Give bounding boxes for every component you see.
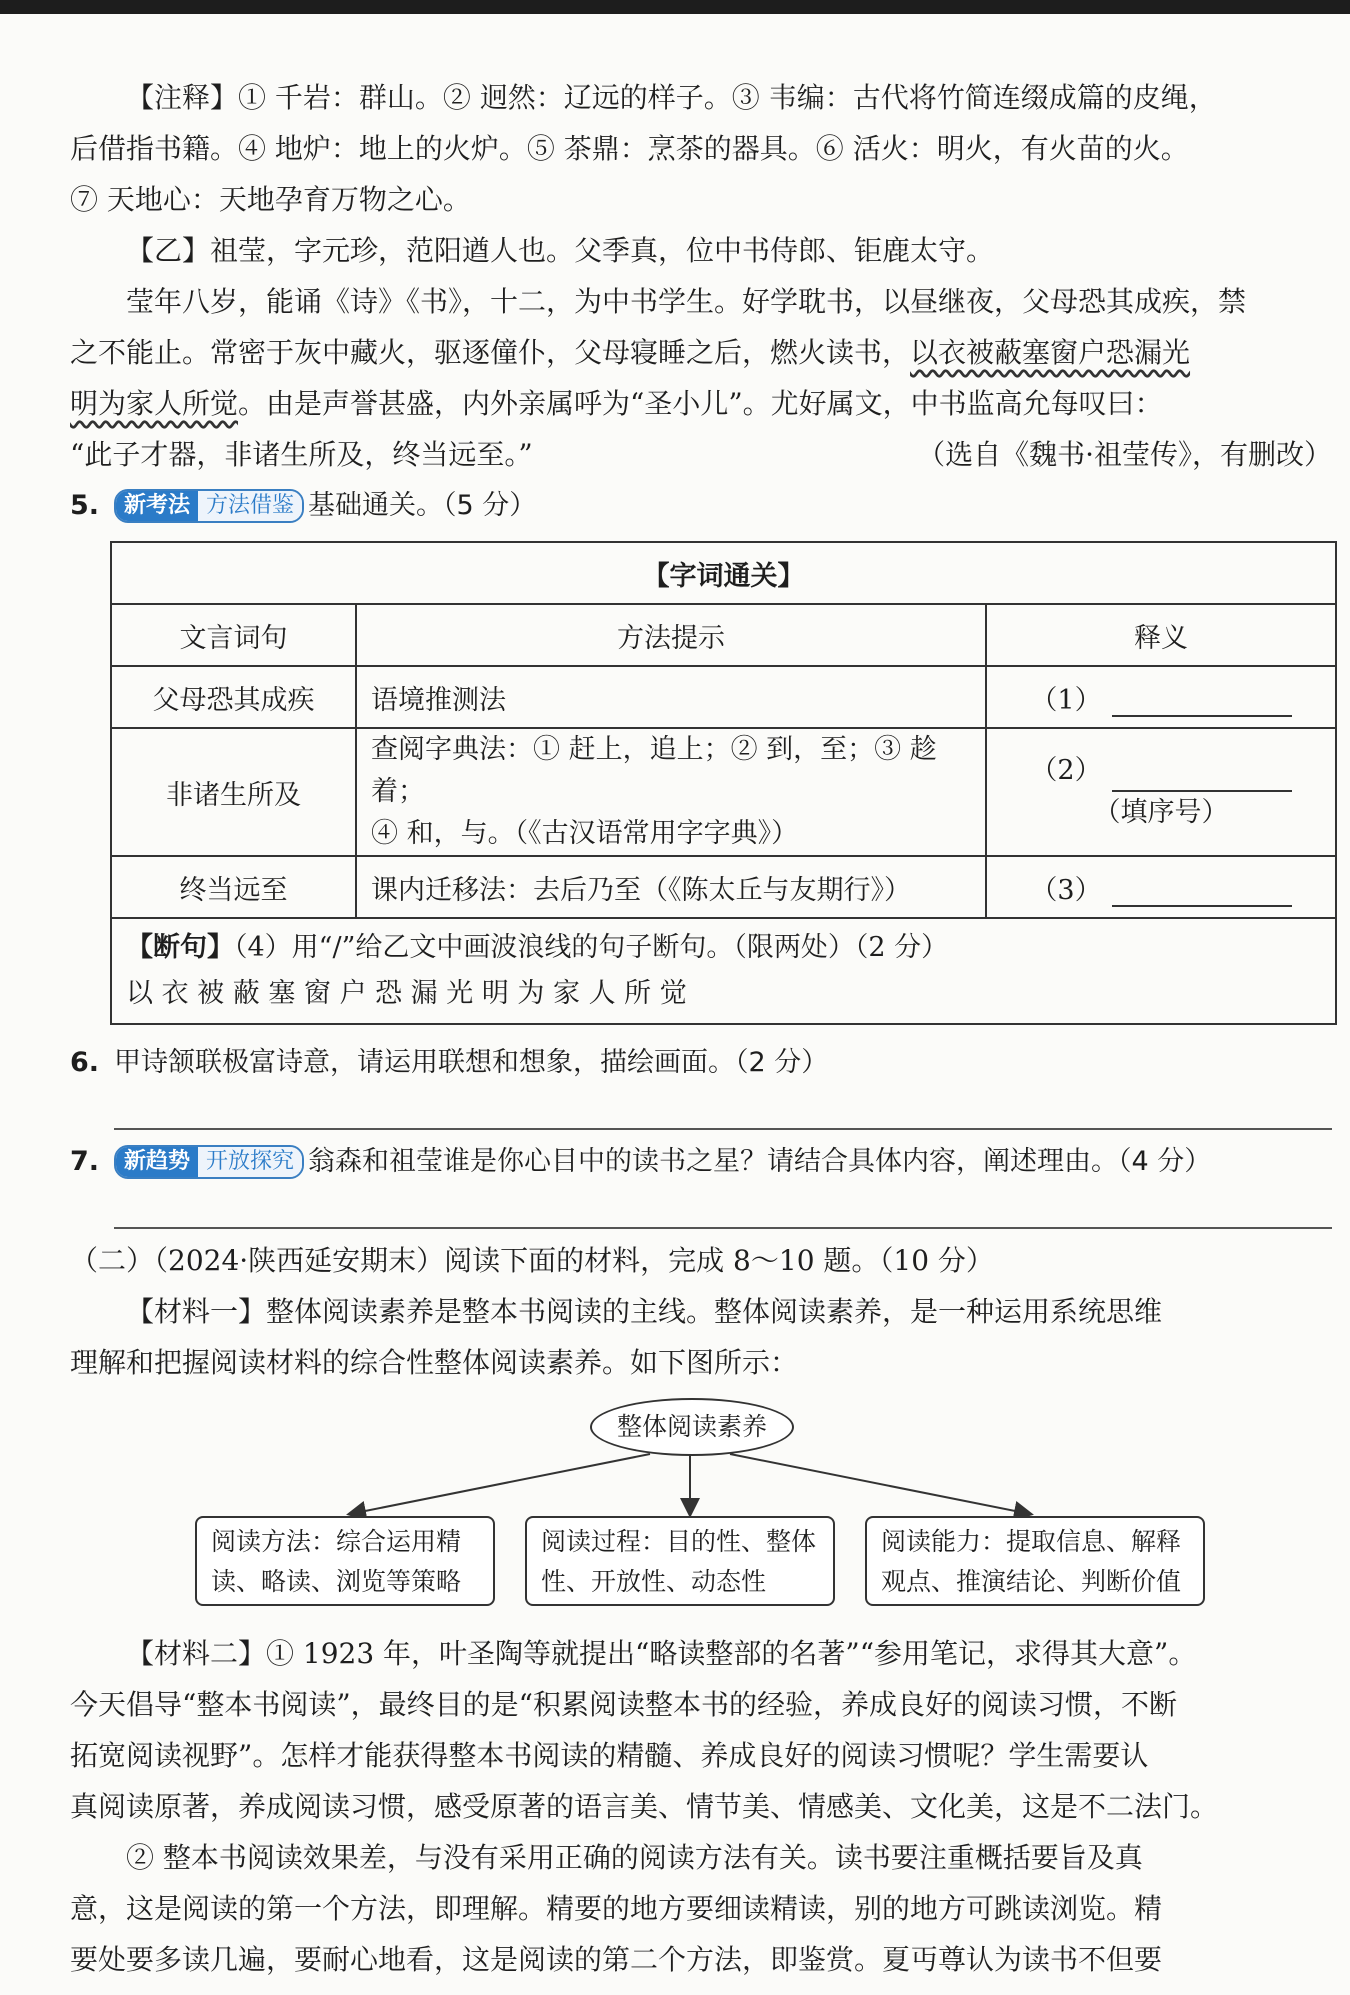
notes-line-2: 后借指书籍。④ 地炉：地上的火炉。⑤ 茶鼎：烹茶的器具。⑥ 活火：明火，有火苗的火。 xyxy=(70,132,1189,165)
material-2-p2-c: 要处要多读几遍，要耐心地看，这是阅读的第二个方法，即鉴赏。夏丏尊认为读书不但要 xyxy=(70,1943,1163,1976)
answer-blank[interactable] xyxy=(1112,877,1292,907)
arrow-left xyxy=(350,1454,650,1514)
table-method: 语境推测法 xyxy=(356,666,986,728)
question-tag xyxy=(114,489,304,523)
diagram-box-ability xyxy=(865,1516,1205,1606)
duanju-cell xyxy=(111,918,1336,1024)
table-method: ④ 和，与。（《古汉语常用字字典》） xyxy=(371,818,799,849)
box-line: 阅读能力：提取信息、解释 xyxy=(881,1527,1182,1556)
word-table xyxy=(110,541,1337,1025)
material-2-p2-b: 意，这是阅读的第一个方法，即理解。精要的地方要细读精读，别的地方可跳读浏览。精 xyxy=(70,1892,1163,1925)
question-text: 甲诗颔联极富诗意，请运用联想和想象，描绘画面。（2 分） xyxy=(114,1047,829,1078)
question-7 xyxy=(70,1136,1332,1187)
reading-diagram xyxy=(70,1388,1332,1628)
wavy-sentence-part-2: 明为家人所觉 xyxy=(70,387,239,420)
answer-note: （填序号） xyxy=(1093,797,1229,828)
material-2-p1-b: 今天倡导“整本书阅读”，最终目的是“积累阅读整本书的经验，养成良好的阅读习惯，不断 xyxy=(70,1688,1177,1721)
material-2-p1-d: 真阅读原著，养成阅读习惯，感受原著的语言美、情节美、情感美、文化美，这是不二法门。 xyxy=(70,1790,1219,1823)
answer-label: （3） xyxy=(1030,874,1102,906)
notes-line-1: 【注释】① 千岩：群山。② 迥然：辽远的样子。③ 韦编：古代将竹简连缀成篇的皮绳， xyxy=(126,81,1217,114)
notes-line-3: ⑦ 天地心：天地孕育万物之心。 xyxy=(70,183,471,216)
question-5 xyxy=(70,480,1332,531)
diagram-box-method xyxy=(195,1516,495,1606)
box-line: 性、开放性、动态性 xyxy=(541,1567,767,1596)
question-number: 7. xyxy=(70,1146,100,1177)
question-text: 翁森和祖莹谁是你心目中的读书之星？请结合具体内容，阐述理由。（4 分） xyxy=(308,1146,1212,1177)
box-line: 阅读过程：目的性、整体 xyxy=(541,1527,817,1556)
question-text: 基础通关。（5 分） xyxy=(308,490,537,521)
answer-line[interactable] xyxy=(114,1128,1332,1130)
section-2-heading: （二）（2024·陕西延安期末）阅读下面的材料，完成 8～10 题。（10 分） xyxy=(70,1244,994,1277)
duanju-label: 【断句】 xyxy=(126,932,234,963)
table-answer-cell xyxy=(986,728,1336,856)
material-1-line-a: 【材料一】整体阅读素养是整本书阅读的主线。整体阅读素养，是一种运用系统思维 xyxy=(126,1295,1163,1328)
box-line: 观点、推演结论、判断价值 xyxy=(881,1567,1182,1596)
material-2-p2-a: ② 整本书阅读效果差，与没有采用正确的阅读方法有关。读书要注重概括要旨及真 xyxy=(126,1841,1143,1874)
answer-label: （2） xyxy=(1030,755,1102,786)
table-header: 释义 xyxy=(986,604,1336,666)
duanju-sentence[interactable]: 以 衣 被 蔽 塞 窗 户 恐 漏 光 明 为 家 人 所 觉 xyxy=(126,978,687,1009)
passage-source: （选自《魏书·祖莹传》，有删改） xyxy=(917,438,1332,471)
question-tag xyxy=(114,1145,304,1179)
table-phrase: 终当远至 xyxy=(111,856,356,918)
material-2-p1-c: 拓宽阅读视野”。怎样才能获得整本书阅读的精髓、养成良好的阅读习惯呢？学生需要认 xyxy=(70,1739,1149,1772)
duanju-instruction: （4）用“/”给乙文中画波浪线的句子断句。（限两处）（2 分） xyxy=(234,932,949,963)
table-header: 文言词句 xyxy=(111,604,356,666)
table-phrase: 父母恐其成疾 xyxy=(111,666,356,728)
arrow-right xyxy=(730,1454,1030,1514)
table-phrase: 非诸生所及 xyxy=(111,728,356,856)
diagram-center-node: 整体阅读素养 xyxy=(590,1398,794,1456)
diagram-box-process xyxy=(525,1516,835,1606)
table-answer-cell xyxy=(986,666,1336,728)
answer-line[interactable] xyxy=(114,1227,1332,1229)
tag-main: 新考法 xyxy=(116,491,198,521)
wavy-sentence-part-1: 以衣被蔽塞窗户恐漏光 xyxy=(910,336,1191,369)
table-method: 查阅字典法：① 赶上，追上；② 到，至；③ 趁着； xyxy=(371,734,937,807)
passage-yi-line-c xyxy=(70,378,1332,429)
passage-yi-line-a: 莹年八岁，能诵《诗》《书》，十二，为中书学生。好学耽书，以昼继夜，父母恐其成疾，禁 xyxy=(126,285,1247,318)
table-answer-cell xyxy=(986,856,1336,918)
box-line: 阅读方法：综合运用精 xyxy=(211,1527,462,1556)
answer-blank[interactable] xyxy=(1112,687,1292,717)
tag-sub: 方法借鉴 xyxy=(198,491,302,521)
top-edge-bar xyxy=(0,0,1350,14)
passage-yi-text: 。由是声誉甚盛，内外亲属呼为“圣小儿”。尤好属文，中书监高允每叹曰： xyxy=(238,387,1163,420)
box-line: 读、略读、浏览等策略 xyxy=(211,1567,462,1596)
answer-blank[interactable] xyxy=(1112,762,1292,792)
question-number: 5. xyxy=(70,490,100,521)
passage-yi-line-b xyxy=(70,327,1332,378)
table-method: 课内迁移法：去后乃至（《陈太丘与友期行》） xyxy=(356,856,986,918)
table-method-cell xyxy=(356,728,986,856)
passage-yi-text: 之不能止。常密于灰中藏火，驱逐僮仆，父母寝睡之后，燃火读书， xyxy=(70,336,911,369)
document-page xyxy=(70,72,1332,1985)
passage-yi-line-d xyxy=(70,429,1332,480)
question-number: 6. xyxy=(70,1047,100,1078)
table-header: 方法提示 xyxy=(356,604,986,666)
tag-main: 新趋势 xyxy=(116,1147,198,1177)
answer-label: （1） xyxy=(1030,684,1102,716)
material-2-p1-a: 【材料二】① 1923 年，叶圣陶等就提出“略读整部的名著”“参用笔记，求得其大意”。 xyxy=(126,1637,1197,1670)
tag-sub: 开放探究 xyxy=(198,1147,302,1177)
material-1-line-b: 理解和把握阅读材料的综合性整体阅读素养。如下图所示： xyxy=(70,1346,799,1379)
question-6 xyxy=(70,1037,1332,1088)
passage-yi-quote: “此子才器，非诸生所及，终当远至。” xyxy=(70,438,533,471)
table-title: 【字词通关】 xyxy=(111,542,1336,604)
passage-yi-intro: 【乙】祖莹，字元珍，范阳遒人也。父季真，位中书侍郎、钜鹿太守。 xyxy=(126,234,995,267)
